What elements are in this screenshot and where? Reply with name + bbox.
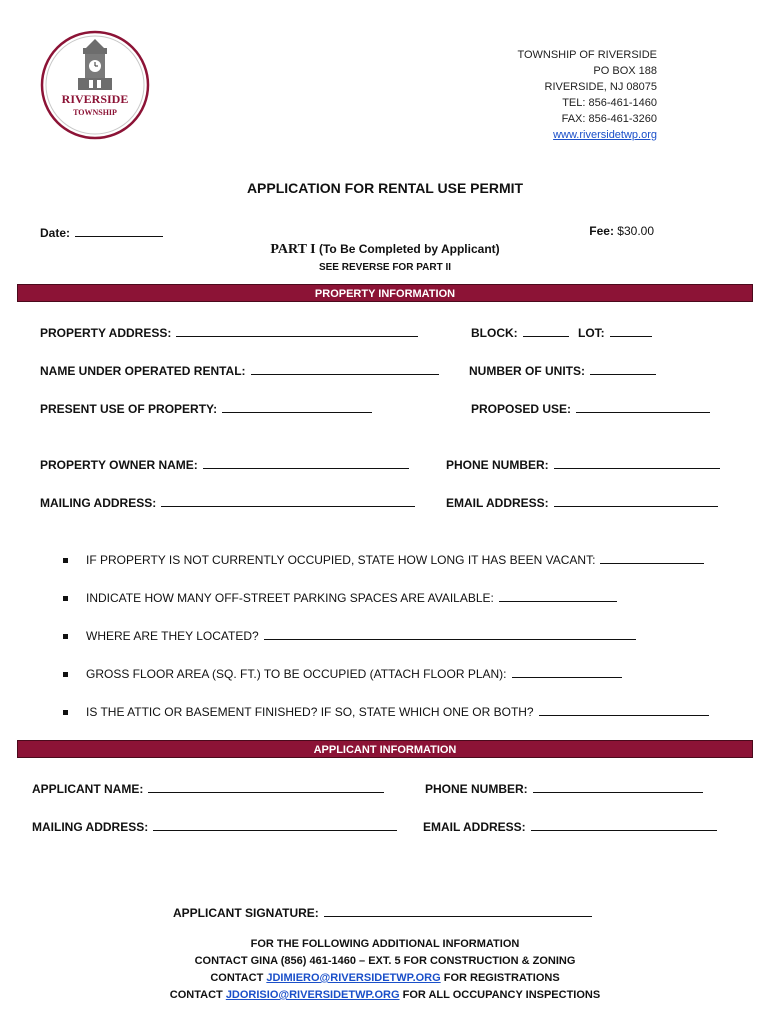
applicant-signature-line[interactable] — [324, 904, 592, 917]
name-under-line[interactable] — [251, 362, 439, 375]
block-line[interactable] — [523, 324, 569, 337]
owner-mailing-label: MAILING ADDRESS: — [40, 496, 157, 510]
date-input-line[interactable] — [75, 224, 163, 237]
website-link[interactable]: www.riversidetwp.org — [553, 129, 657, 141]
footer-line: CONTACT GINA (856) 461-1460 – EXT. 5 FOR CONSTRUCTION & ZONING — [194, 955, 576, 967]
name-under-field — [40, 362, 439, 378]
lot-label: LOT: — [578, 326, 605, 340]
applicant-name-field — [32, 780, 384, 796]
question-answer-line[interactable] — [512, 665, 622, 678]
owner-phone-field — [446, 456, 720, 472]
property-info-header: PROPERTY INFORMATION — [17, 284, 753, 302]
township-address — [517, 47, 657, 143]
footer-line — [0, 987, 770, 1004]
applicant-phone-field — [425, 780, 703, 796]
present-use-field — [40, 400, 372, 416]
applicant-name-line[interactable] — [148, 780, 384, 793]
fee-field — [589, 224, 654, 238]
owner-email-label: EMAIL ADDRESS: — [446, 496, 549, 510]
contact-footer — [0, 936, 770, 1004]
owner-email-line[interactable] — [554, 494, 718, 507]
question-answer-line[interactable] — [264, 627, 636, 640]
question-item — [63, 551, 704, 567]
present-use-line[interactable] — [222, 400, 372, 413]
name-under-label: NAME UNDER OPERATED RENTAL: — [40, 364, 246, 378]
bullet-icon — [63, 596, 68, 601]
property-address-label: PROPERTY ADDRESS: — [40, 326, 172, 340]
present-use-label: PRESENT USE OF PROPERTY: — [40, 402, 218, 416]
bullet-icon — [63, 672, 68, 677]
applicant-name-label: APPLICANT NAME: — [32, 782, 144, 796]
footer-line: FOR THE FOLLOWING ADDITIONAL INFORMATION — [250, 938, 520, 950]
logo-main-text: RIVERSIDE — [61, 92, 129, 106]
applicant-phone-line[interactable] — [533, 780, 703, 793]
logo-sub-text: TOWNSHIP — [73, 108, 117, 117]
proposed-use-field — [471, 400, 710, 416]
registrations-email-link[interactable]: JDIMIERO@RIVERSIDETWP.ORG — [266, 972, 441, 984]
applicant-mailing-line[interactable] — [153, 818, 397, 831]
fee-label: Fee: — [589, 224, 614, 238]
owner-name-label: PROPERTY OWNER NAME: — [40, 458, 198, 472]
owner-name-line[interactable] — [203, 456, 409, 469]
question-answer-line[interactable] — [600, 551, 704, 564]
owner-mailing-field — [40, 494, 415, 510]
lot-field — [578, 324, 652, 340]
block-label: BLOCK: — [471, 326, 518, 340]
address-line: FAX: 856-461-3260 — [561, 113, 657, 125]
part-heading — [0, 242, 770, 258]
applicant-email-label: EMAIL ADDRESS: — [423, 820, 526, 834]
applicant-email-field — [423, 818, 717, 834]
address-line: RIVERSIDE, NJ 08075 — [544, 81, 657, 93]
applicant-info-header: APPLICANT INFORMATION — [17, 740, 753, 758]
address-line: TOWNSHIP OF RIVERSIDE — [517, 49, 657, 61]
question-text: GROSS FLOOR AREA (SQ. FT.) TO BE OCCUPIED (ATTACH FLOOR PLAN): — [86, 667, 507, 681]
applicant-mailing-field — [32, 818, 397, 834]
applicant-email-line[interactable] — [531, 818, 717, 831]
bullet-icon — [63, 710, 68, 715]
inspections-email-link[interactable]: JDORISIO@RIVERSIDETWP.ORG — [225, 989, 400, 1001]
address-line: PO BOX 188 — [593, 65, 657, 77]
applicant-phone-label: PHONE NUMBER: — [425, 782, 528, 796]
lot-line[interactable] — [610, 324, 652, 337]
owner-phone-line[interactable] — [554, 456, 720, 469]
property-address-line[interactable] — [176, 324, 418, 337]
part-text: (To Be Completed by Applicant) — [318, 242, 500, 256]
fee-value: $30.00 — [617, 224, 654, 238]
footer-line — [0, 970, 770, 987]
block-field — [471, 324, 569, 340]
form-title: APPLICATION FOR RENTAL USE PERMIT — [246, 180, 524, 196]
part-roman: PART I — [270, 242, 316, 257]
owner-email-field — [446, 494, 718, 510]
property-address-field — [40, 324, 418, 340]
question-text: WHERE ARE THEY LOCATED? — [86, 629, 259, 643]
bullet-icon — [63, 634, 68, 639]
applicant-signature-label: APPLICANT SIGNATURE: — [173, 906, 319, 920]
applicant-mailing-label: MAILING ADDRESS: — [32, 820, 149, 834]
bullet-icon — [63, 558, 68, 563]
proposed-use-line[interactable] — [576, 400, 710, 413]
footer-text: CONTACT — [210, 972, 264, 984]
see-reverse: SEE REVERSE FOR PART II — [318, 262, 452, 273]
question-text: IF PROPERTY IS NOT CURRENTLY OCCUPIED, STATE HOW LONG IT HAS BEEN VACANT: — [86, 553, 596, 567]
proposed-use-label: PROPOSED USE: — [471, 402, 572, 416]
date-label: Date: — [40, 226, 71, 240]
question-answer-line[interactable] — [539, 703, 709, 716]
units-field — [469, 362, 656, 378]
owner-mailing-line[interactable] — [161, 494, 415, 507]
question-text: INDICATE HOW MANY OFF-STREET PARKING SPACES ARE AVAILABLE: — [86, 591, 494, 605]
question-item — [63, 627, 636, 643]
date-field — [40, 224, 163, 240]
question-item — [63, 589, 617, 605]
owner-name-field — [40, 456, 409, 472]
footer-text: CONTACT — [169, 989, 223, 1001]
question-answer-line[interactable] — [499, 589, 617, 602]
question-text: IS THE ATTIC OR BASEMENT FINISHED? IF SO, STATE WHICH ONE OR BOTH? — [86, 705, 534, 719]
applicant-signature-field — [173, 904, 592, 920]
question-item — [63, 703, 709, 719]
footer-text: FOR REGISTRATIONS — [443, 972, 560, 984]
footer-text: FOR ALL OCCUPANCY INSPECTIONS — [402, 989, 601, 1001]
address-line: TEL: 856-461-1460 — [562, 97, 657, 109]
township-logo — [40, 30, 150, 140]
question-item — [63, 665, 622, 681]
units-line[interactable] — [590, 362, 656, 375]
owner-phone-label: PHONE NUMBER: — [446, 458, 549, 472]
units-label: NUMBER OF UNITS: — [469, 364, 585, 378]
